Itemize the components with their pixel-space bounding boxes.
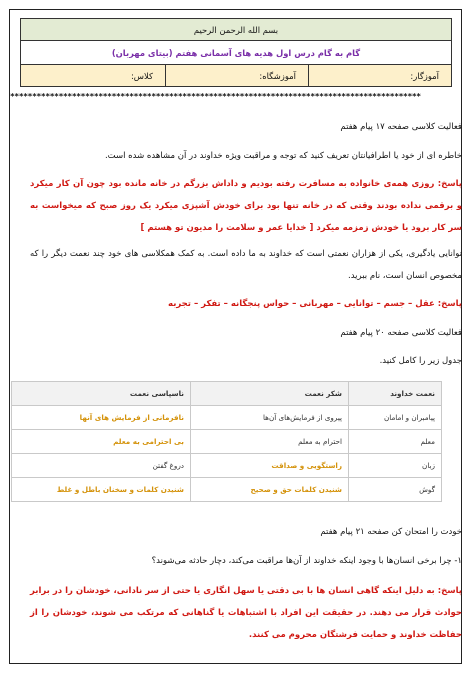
section1-answer: پاسخ: روزی همه‌ی خانواده به مسافرت رفته بودیم و داداش بزرگم در خانه مانده بود چون آن کار میکرد و برقمی نداده بودند وقتی که در خانه تنها بود برای خودش آشپزی میکرد یک روز صبح که میخواست به سر کار برود یا خودش زمزمه میکرد [ خدایا عمر و سلامت را مدیون تو هستم ] <box>30 179 462 233</box>
school-label: آموزشگاه: <box>166 65 309 87</box>
star-separator: ********************************************************************************************* <box>10 92 421 101</box>
blessings-table <box>11 381 442 502</box>
section1-heading: فعالیت کلاسی صفحه ۱۷ پیام هفتم <box>340 122 462 132</box>
table-cell: گوش <box>349 478 442 502</box>
table-cell: معلم <box>349 430 442 454</box>
bismillah: بسم الله الرحمن الرحیم <box>21 19 452 41</box>
table-header: نعمت خداوند <box>349 382 442 406</box>
header-table <box>20 18 452 87</box>
table-cell: شنیدن کلمات و سخنان باطل و غلط <box>12 478 191 502</box>
section3-question: ۱- چرا برخی انسان‌ها با وجود اینکه خداوند از آن‌ها مراقبت می‌کند، دچار حادثه می‌شوند؟ <box>151 556 462 566</box>
table-cell: دروغ گفتن <box>12 454 191 478</box>
section1-question2: توانایی یادگیری، یکی از هزاران نعمتی است که خداوند به ما داده است. به کمک همکلاسی های خود چند نعمت دیگر را که مخصوص انسان است، نام ببرید. <box>30 249 462 281</box>
table-cell: پیروی از فرمایش‌های آن‌ها <box>191 406 349 430</box>
section3-heading: خودت را امتحان کن صفحه ۲۱ پیام هفتم <box>320 527 462 537</box>
table-cell: بی احترامی به معلم <box>12 430 191 454</box>
section3-answer: پاسخ: به دلیل اینکه گاهی انسان ها با بی دقتی یا سهل انگاری یا حتی از سر نادانی، خودشان را در برابر حوادث قرار می دهند. در حقیقت این افراد با اشتباهات یا گناهانی که مرتکب می شوند، خودشان را از حفاظت خداوند و حمایت فرشتگان محروم می کنند. <box>30 586 462 640</box>
section2-heading: فعالیت کلاسی صفحه ۲۰ پیام هفتم <box>340 328 462 338</box>
table-header: شکر نعمت <box>191 382 349 406</box>
table-row <box>12 430 442 454</box>
table-row <box>12 478 442 502</box>
section1-answer2: پاسخ: عقل – جسم – توانایی – مهربانی – حواس پنجگانه – تفکر – تجربه <box>168 299 462 309</box>
table-row <box>12 454 442 478</box>
table-header-row <box>12 382 442 406</box>
table-cell: راستگویی و صداقت <box>191 454 349 478</box>
table-cell: نافرمانی از فرمایش های آنها <box>12 406 191 430</box>
table-cell: زبان <box>349 454 442 478</box>
table-cell: احترام به معلم <box>191 430 349 454</box>
table-row <box>12 406 442 430</box>
teacher-label: آموزگار: <box>309 65 452 87</box>
class-label: کلاس: <box>21 65 166 87</box>
worksheet-title: گام به گام درس اول هدیه های آسمانی هفتم (بیتای مهربان) <box>21 41 452 65</box>
section2-instruction: جدول زیر را کامل کنید. <box>379 356 462 366</box>
table-cell: پیامبران و امامان <box>349 406 442 430</box>
table-cell: شنیدن کلمات حق و صحیح <box>191 478 349 502</box>
section1-question: خاطره ای از خود یا اطرافیانتان تعریف کنید که توجه و مراقبت ویژه خداوند در آن مشاهده شده است. <box>104 151 462 161</box>
table-header: ناسپاسی نعمت <box>12 382 191 406</box>
